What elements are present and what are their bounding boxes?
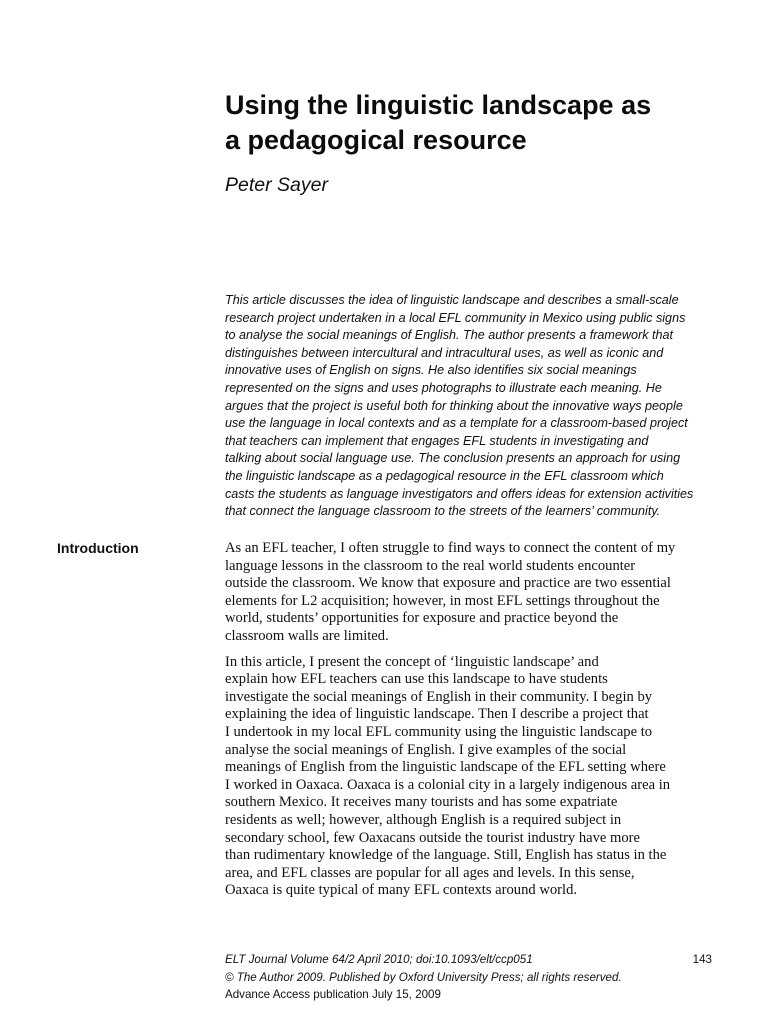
- body-line: explaining the idea of linguistic landscape. Then I describe a project that: [225, 706, 649, 723]
- journal-citation: ELT Journal Volume 64/2 April 2010; doi:10.1093/elt/ccp051: [225, 953, 533, 966]
- body-line: As an EFL teacher, I often struggle to find ways to connect the content of my: [225, 540, 676, 556]
- body-line: explain how EFL teachers can use this landscape to have students: [225, 671, 608, 688]
- abstract-line: to analyse the social meanings of English. The author presents a framework that: [225, 328, 674, 343]
- body-line: world, students’ opportunities for exposure and practice beyond the: [225, 610, 619, 627]
- abstract-line: talking about social language use. The conclusion presents an approach for using: [225, 451, 681, 466]
- abstract: [225, 292, 720, 521]
- article-title-line: Using the linguistic landscape as: [225, 90, 652, 120]
- body-line: analyse the social meanings of English. I give examples of the social: [225, 741, 627, 758]
- abstract-line: represented on the signs and uses photographs to illustrate each meaning. He: [225, 380, 662, 395]
- body-line: classroom walls are limited.: [225, 627, 389, 644]
- body-line: southern Mexico. It receives many tourists and has some expatriate: [225, 794, 618, 811]
- body-line: investigate the social meanings of English in their community. I begin by: [225, 688, 653, 705]
- abstract-line: research project undertaken in a local EFL community in Mexico using public signs: [225, 310, 686, 325]
- page-number: 143: [692, 953, 712, 966]
- abstract-line: distinguishes between intercultural and intracultural uses, as well as iconic and: [225, 345, 664, 360]
- abstract-line: use the language in local contexts and as a template for a classroom-based project: [225, 416, 688, 431]
- page-footer: [225, 951, 715, 1004]
- body-paragraph: [225, 654, 720, 900]
- article-title-line: a pedagogical resource: [225, 125, 527, 155]
- abstract-line: argues that the project is useful both for thinking about the innovative ways people: [225, 398, 683, 413]
- author-name: Peter Sayer: [225, 174, 328, 196]
- body-line: language lessons in the classroom to the real world students encounter: [225, 557, 636, 574]
- body-line: I undertook in my local EFL community using the linguistic landscape to: [225, 723, 653, 740]
- abstract-line: that connect the language classroom to the streets of the learners’ community.: [225, 504, 661, 519]
- abstract-line: innovative uses of English on signs. He also identifies six social meanings: [225, 363, 637, 378]
- body-line: Oaxaca is quite typical of many EFL contexts around world.: [225, 882, 578, 899]
- body-line: than rudimentary knowledge of the language. Still, English has status in the: [225, 847, 667, 864]
- abstract-line: This article discusses the idea of linguistic landscape and describes a small-scale: [225, 293, 679, 307]
- body-line: elements for L2 acquisition; however, in most EFL settings throughout the: [225, 592, 660, 609]
- body-line: secondary school, few Oaxacans outside the tourist industry have more: [225, 829, 640, 846]
- article-title: [225, 88, 725, 158]
- introduction-body: [225, 540, 720, 900]
- body-line: I worked in Oaxaca. Oaxaca is a colonial city in a largely indigenous area in: [225, 776, 671, 793]
- section-heading-introduction: Introduction: [57, 540, 139, 556]
- advance-access-notice: Advance Access publication July 15, 2009: [225, 988, 441, 1001]
- body-line: residents as well; however, although English is a required subject in: [225, 811, 622, 828]
- body-line: area, and EFL classes are popular for all ages and levels. In this sense,: [225, 864, 635, 881]
- abstract-line: casts the students as language investigators and offers ideas for extension activities: [225, 486, 694, 501]
- body-line: meanings of English from the linguistic landscape of the EFL setting where: [225, 759, 666, 776]
- copyright-notice: © The Author 2009. Published by Oxford University Press; all rights reserved.: [225, 970, 622, 984]
- abstract-line: the linguistic landscape as a pedagogical resource in the EFL classroom which: [225, 468, 664, 483]
- body-line: In this article, I present the concept of ‘linguistic landscape’ and: [225, 653, 599, 670]
- body-line: outside the classroom. We know that exposure and practice are two essential: [225, 575, 671, 592]
- abstract-line: that teachers can implement that engages EFL students in investigating and: [225, 433, 649, 448]
- body-paragraph: [225, 540, 720, 646]
